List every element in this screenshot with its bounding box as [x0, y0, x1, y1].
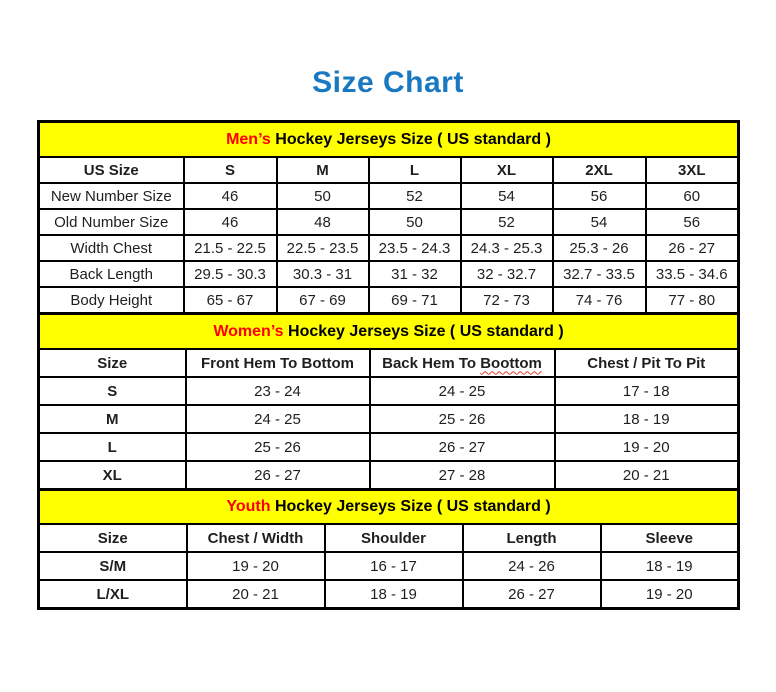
data-cell: 50	[369, 209, 461, 235]
data-cell: 33.5 - 34.6	[646, 261, 739, 287]
data-cell: 25.3 - 26	[553, 235, 646, 261]
column-header: S	[184, 157, 277, 183]
column-header: Size	[39, 349, 186, 377]
data-cell: 18 - 19	[325, 580, 463, 609]
row-label: M	[39, 405, 186, 433]
column-header: L	[369, 157, 461, 183]
data-cell: 67 - 69	[277, 287, 369, 314]
row-label: L	[39, 433, 186, 461]
youth-section-title	[39, 490, 739, 525]
data-cell: 19 - 20	[187, 552, 325, 580]
column-header: M	[277, 157, 369, 183]
data-cell: 46	[184, 209, 277, 235]
womens-title-rest: Hockey Jerseys Size ( US standard )	[283, 322, 564, 340]
data-cell: 24.3 - 25.3	[461, 235, 553, 261]
row-label: XL	[39, 461, 186, 490]
youth-column-header-row	[39, 524, 739, 552]
womens-section-title	[39, 314, 739, 350]
data-cell: 46	[184, 183, 277, 209]
row-label: Body Height	[39, 287, 184, 314]
data-cell: 30.3 - 31	[277, 261, 369, 287]
data-cell: 26 - 27	[463, 580, 601, 609]
womens-section-header-row	[39, 314, 739, 350]
column-header: Sleeve	[601, 524, 739, 552]
data-cell: 19 - 20	[555, 433, 739, 461]
data-cell: 23.5 - 24.3	[369, 235, 461, 261]
column-header: Chest / Pit To Pit	[555, 349, 739, 377]
mens-section-header-row	[39, 122, 739, 158]
data-cell: 24 - 25	[186, 405, 370, 433]
womens-size-table	[37, 312, 740, 491]
page-title: Size Chart	[312, 66, 464, 99]
data-cell: 74 - 76	[553, 287, 646, 314]
row-label: S/M	[39, 552, 187, 580]
data-cell: 20 - 21	[555, 461, 739, 490]
data-cell: 24 - 25	[370, 377, 555, 405]
data-cell: 29.5 - 30.3	[184, 261, 277, 287]
table-row	[39, 377, 739, 405]
size-chart-sheet	[37, 120, 737, 610]
mens-title-highlight: Men’s	[226, 130, 271, 148]
data-cell: 19 - 20	[601, 580, 739, 609]
data-cell: 77 - 80	[646, 287, 739, 314]
youth-size-table	[37, 488, 740, 610]
table-row	[39, 287, 739, 314]
data-cell: 32.7 - 33.5	[553, 261, 646, 287]
data-cell: 50	[277, 183, 369, 209]
data-cell: 65 - 67	[184, 287, 277, 314]
back-hem-misspelled-word: Boottom	[480, 354, 542, 372]
column-header: Length	[463, 524, 601, 552]
data-cell: 20 - 21	[187, 580, 325, 609]
data-cell: 18 - 19	[555, 405, 739, 433]
column-header-back-hem	[370, 349, 555, 377]
table-row	[39, 461, 739, 490]
data-cell: 48	[277, 209, 369, 235]
column-header: 3XL	[646, 157, 739, 183]
row-label: S	[39, 377, 186, 405]
column-header: XL	[461, 157, 553, 183]
data-cell: 16 - 17	[325, 552, 463, 580]
data-cell: 52	[369, 183, 461, 209]
data-cell: 17 - 18	[555, 377, 739, 405]
womens-column-header-row	[39, 349, 739, 377]
table-row	[39, 209, 739, 235]
data-cell: 54	[461, 183, 553, 209]
data-cell: 26 - 27	[370, 433, 555, 461]
row-label: Old Number Size	[39, 209, 184, 235]
column-header: 2XL	[553, 157, 646, 183]
row-label: Back Length	[39, 261, 184, 287]
data-cell: 54	[553, 209, 646, 235]
data-cell: 22.5 - 23.5	[277, 235, 369, 261]
data-cell: 60	[646, 183, 739, 209]
mens-column-header-row	[39, 157, 739, 183]
youth-title-highlight: Youth	[226, 498, 271, 515]
youth-title-rest: Hockey Jerseys Size ( US standard )	[270, 498, 551, 515]
youth-section-header-row	[39, 490, 739, 525]
column-header: US Size	[39, 157, 184, 183]
data-cell: 27 - 28	[370, 461, 555, 490]
table-row	[39, 261, 739, 287]
row-label: New Number Size	[39, 183, 184, 209]
column-header: Chest / Width	[187, 524, 325, 552]
data-cell: 56	[646, 209, 739, 235]
mens-title-rest: Hockey Jerseys Size ( US standard )	[270, 130, 551, 148]
data-cell: 26 - 27	[646, 235, 739, 261]
data-cell: 25 - 26	[370, 405, 555, 433]
column-header: Size	[39, 524, 187, 552]
mens-size-table	[37, 120, 740, 315]
table-row	[39, 580, 739, 609]
data-cell: 52	[461, 209, 553, 235]
row-label: L/XL	[39, 580, 187, 609]
data-cell: 69 - 71	[369, 287, 461, 314]
data-cell: 26 - 27	[186, 461, 370, 490]
mens-section-title	[39, 122, 739, 158]
data-cell: 23 - 24	[186, 377, 370, 405]
data-cell: 72 - 73	[461, 287, 553, 314]
table-row	[39, 552, 739, 580]
table-row	[39, 433, 739, 461]
data-cell: 18 - 19	[601, 552, 739, 580]
table-row	[39, 235, 739, 261]
womens-title-highlight: Women’s	[213, 322, 284, 340]
row-label: Width Chest	[39, 235, 184, 261]
data-cell: 24 - 26	[463, 552, 601, 580]
column-header: Shoulder	[325, 524, 463, 552]
data-cell: 25 - 26	[186, 433, 370, 461]
column-header: Front Hem To Bottom	[186, 349, 370, 377]
data-cell: 56	[553, 183, 646, 209]
table-row	[39, 405, 739, 433]
data-cell: 21.5 - 22.5	[184, 235, 277, 261]
data-cell: 31 - 32	[369, 261, 461, 287]
table-row	[39, 183, 739, 209]
back-hem-prefix: Back Hem To	[382, 354, 481, 372]
data-cell: 32 - 32.7	[461, 261, 553, 287]
